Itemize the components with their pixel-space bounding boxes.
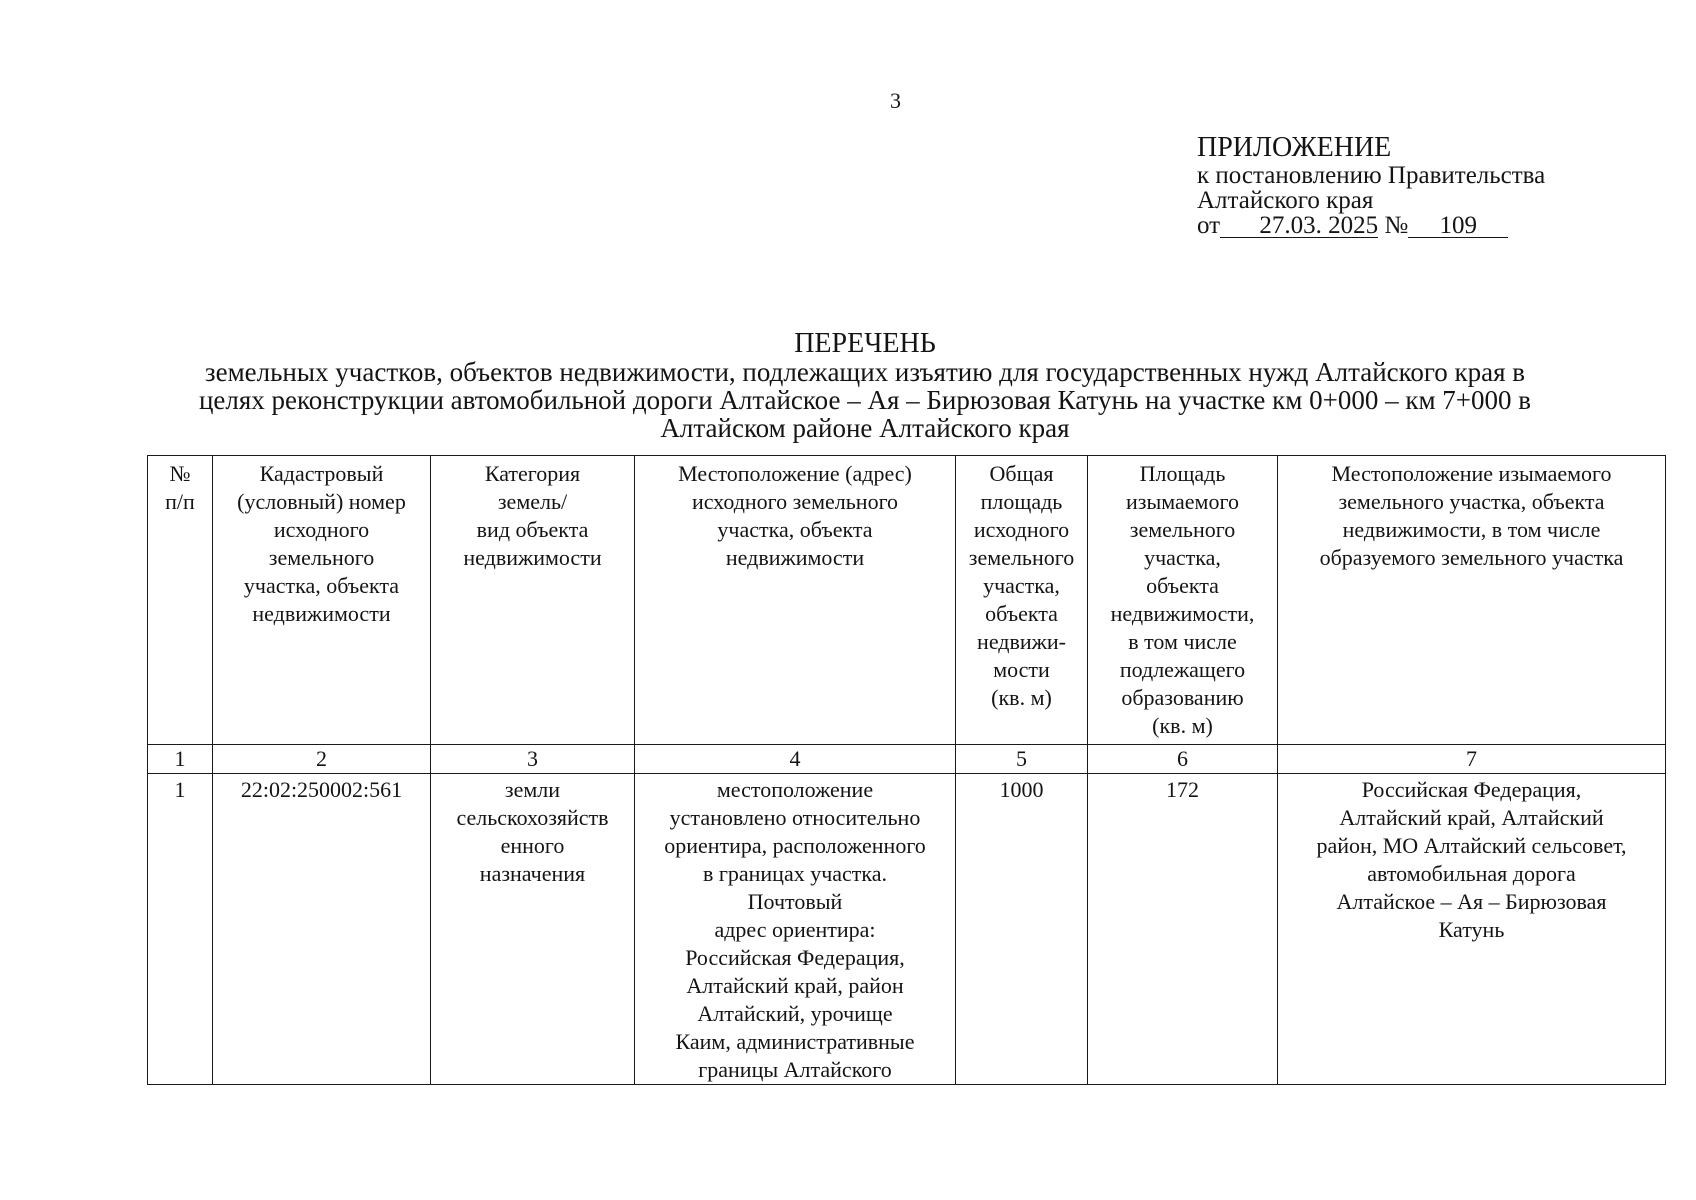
- cell-line: границы Алтайского: [698, 1057, 892, 1082]
- cell-line: земель/: [497, 489, 568, 514]
- document-heading: ПЕРЕЧЕНЬ: [794, 328, 936, 359]
- cell-line: Общая: [989, 461, 1054, 486]
- column-number: 6: [1088, 745, 1278, 774]
- cell-line: объекта: [1146, 573, 1219, 598]
- cell-line: Катунь: [1438, 917, 1505, 942]
- document-subtitle-line-2: целях реконструкции автомобильной дороги Алтайское – Ая – Бирюзовая Катунь на участке км 0+000 – км 7+000 в: [198, 385, 1532, 415]
- cell-line: исходного земельного: [691, 489, 899, 514]
- cell-line: объекта: [985, 601, 1058, 626]
- cell-line: земельного: [268, 545, 375, 570]
- column-number: 5: [956, 745, 1088, 774]
- number-prefix: №: [1384, 212, 1409, 239]
- column-number: 1: [148, 745, 213, 774]
- cell-line: п/п: [165, 489, 195, 514]
- column-number: 3: [431, 745, 635, 774]
- resolution-number: 109: [1408, 215, 1508, 238]
- cell-line: мости: [993, 657, 1050, 682]
- cell-line: Кадастровый: [259, 461, 384, 486]
- land-category: [431, 774, 635, 1085]
- cell-line: район, МО Алтайский сельсовет,: [1316, 833, 1627, 858]
- cell-line: №: [169, 461, 191, 486]
- cell-line: Местоположение изымаемого: [1331, 461, 1612, 486]
- cell-line: недвижимости, в том числе: [1342, 517, 1601, 542]
- cadastral-number: 22:02:250002:561: [213, 774, 431, 1085]
- cell-line: исходного: [273, 517, 370, 542]
- cell-line: участка, объекта: [243, 573, 400, 598]
- seized-plot-location: [1278, 774, 1666, 1085]
- cell-line: земли: [504, 777, 561, 802]
- cell-line: Площадь: [1139, 461, 1226, 486]
- document-title: [150, 330, 1580, 442]
- cell-line: земельного: [968, 545, 1075, 570]
- cell-line: изымаемого: [1126, 489, 1239, 514]
- cell-line: Алтайский край, Алтайский: [1339, 805, 1604, 830]
- appendix-block: [1197, 133, 1545, 238]
- table-row: [148, 774, 1666, 1085]
- header-col-2: [213, 456, 431, 745]
- cell-line: (кв. м): [1152, 713, 1213, 738]
- appendix-line-1: к постановлению Правительства: [1197, 162, 1546, 189]
- header-col-4: [635, 456, 956, 745]
- appendix-title: ПРИЛОЖЕНИЕ: [1197, 132, 1392, 163]
- cell-line: недвижимости: [725, 545, 865, 570]
- resolution-date: 27.03. 2025: [1220, 215, 1378, 238]
- cell-line: исходного: [973, 517, 1070, 542]
- cell-line: участка,: [983, 573, 1060, 598]
- cell-line: участка, объекта: [717, 517, 873, 542]
- cell-line: сельскохозяйств: [456, 805, 609, 830]
- cell-line: Почтовый: [747, 889, 843, 914]
- cell-line: установлено относительно: [669, 805, 921, 830]
- header-col-7: [1278, 456, 1666, 745]
- cell-line: Категория: [484, 461, 581, 486]
- header-col-1: [148, 456, 213, 745]
- cell-line: Российская Федерация,: [685, 945, 905, 970]
- cell-line: Российская Федерация,: [1361, 777, 1582, 802]
- column-number: 2: [213, 745, 431, 774]
- seized-area: 172: [1088, 774, 1278, 1085]
- cell-line: земельного: [1129, 517, 1236, 542]
- header-col-3: [431, 456, 635, 745]
- cell-line: (условный) номер: [237, 489, 406, 514]
- cell-line: площадь: [980, 489, 1063, 514]
- cell-line: Алтайское – Ая – Бирюзовая: [1336, 889, 1607, 914]
- cell-line: подлежащего: [1119, 657, 1246, 682]
- appendix-line-2: Алтайского края: [1197, 187, 1374, 214]
- header-col-6: [1088, 456, 1278, 745]
- table-header-row: [148, 456, 1666, 745]
- total-area: 1000: [956, 774, 1088, 1085]
- row-number: 1: [148, 774, 213, 1085]
- cell-line: (кв. м): [991, 685, 1052, 710]
- appendix-date-line: [1197, 213, 1545, 238]
- cell-line: ориентира, расположенного: [664, 833, 926, 858]
- cell-line: Алтайский, урочище: [697, 1001, 893, 1026]
- cell-line: автомобильная дорога: [1367, 861, 1576, 886]
- cell-line: недвижи-: [977, 629, 1066, 654]
- column-number: 7: [1278, 745, 1666, 774]
- header-col-5: [956, 456, 1088, 745]
- cell-line: участка,: [1144, 545, 1221, 570]
- cell-line: недвижимости: [252, 601, 391, 626]
- cell-line: недвижимости,: [1110, 601, 1255, 626]
- cell-line: местоположение: [716, 777, 874, 802]
- cell-line: адрес ориентира:: [714, 917, 876, 942]
- document-subtitle-line-1: земельных участков, объектов недвижимости, подлежащих изъятию для государственных нужд Алтайского края в: [204, 357, 1526, 387]
- cell-line: вид объекта: [476, 517, 589, 542]
- cell-line: назначения: [479, 861, 586, 886]
- column-number-row: [148, 745, 1666, 774]
- column-number: 4: [635, 745, 956, 774]
- cell-line: недвижимости: [463, 545, 602, 570]
- cell-line: енного: [500, 833, 565, 858]
- cell-line: Местоположение (адрес): [678, 461, 912, 486]
- source-plot-location: [635, 774, 956, 1085]
- cell-line: земельного участка, объекта: [1338, 489, 1605, 514]
- cell-line: образуемого земельного участка: [1319, 545, 1624, 570]
- cell-line: образованию: [1121, 685, 1244, 710]
- cell-line: Каим, административные: [675, 1029, 915, 1054]
- date-prefix: от: [1197, 212, 1221, 239]
- document-subtitle-line-3: Алтайском районе Алтайского края: [660, 413, 1070, 443]
- cell-line: в том числе: [1128, 629, 1237, 654]
- page-number: 3: [890, 88, 901, 113]
- land-plots-table: [147, 455, 1666, 1085]
- cell-line: в границах участка.: [702, 861, 888, 886]
- cell-line: Алтайский край, район: [686, 973, 904, 998]
